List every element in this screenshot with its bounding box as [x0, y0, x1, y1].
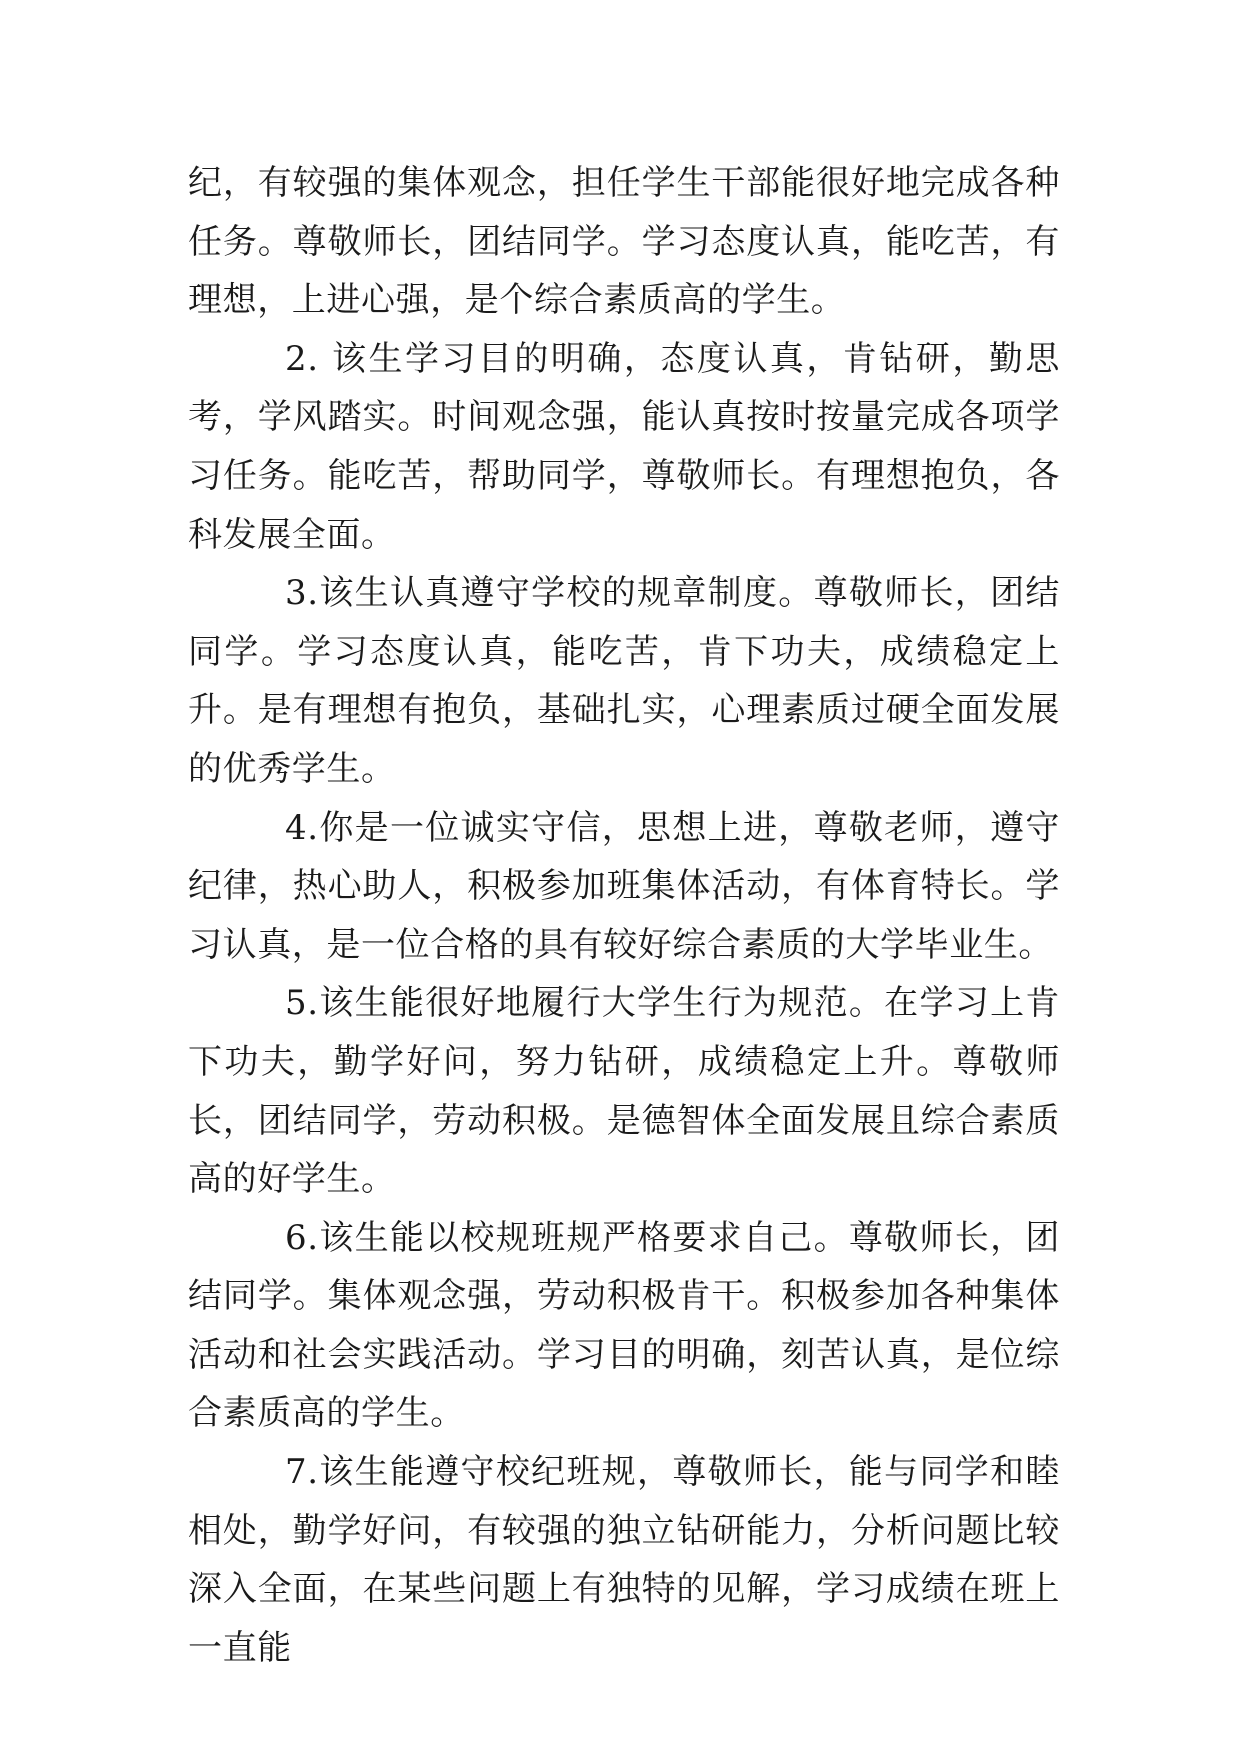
- paragraph-item-7: 7.该生能遵守校纪班规，尊敬师长，能与同学和睦相处，勤学好问，有较强的独立钻研能力，分析问题比较深入全面，在某些问题上有独特的见解，学习成绩在班上一直能: [188, 1452, 1060, 1668]
- paragraph-item-4: 4.你是一位诚实守信，思想上进，尊敬老师，遵守纪律，热心助人，积极参加班集体活动，有体育特长。学习认真，是一位合格的具有较好综合素质的大学毕业生。: [188, 807, 1060, 965]
- paragraph-continuation: 纪，有较强的集体观念，担任学生干部能很好地完成各种任务。尊敬师长，团结同学。学习态度认真，能吃苦，有理想，上进心强，是个综合素质高的学生。: [188, 163, 1060, 321]
- paragraph-item-2: 2. 该生学习目的明确，态度认真，肯钻研，勤思考，学风踏实。时间观念强，能认真按时按量完成各项学习任务。能吃苦，帮助同学，尊敬师长。有理想抱负，各科发展全面。: [188, 338, 1060, 555]
- paragraph-item-6: 6.该生能以校规班规严格要求自己。尊敬师长，团结同学。集体观念强，劳动积极肯干。积极参加各种集体活动和社会实践活动。学习目的明确，刻苦认真，是位综合素质高的学生。: [188, 1217, 1060, 1434]
- paragraph-item-3: 3.该生认真遵守学校的规章制度。尊敬师长，团结同学。学习态度认真，能吃苦，肯下功夫，成绩稳定上升。是有理想有抱负，基础扎实，心理素质过硬全面发展的优秀学生。: [188, 573, 1060, 789]
- document-body: [188, 154, 1060, 1677]
- paragraph-item-5: 5.该生能很好地履行大学生行为规范。在学习上肯下功夫，勤学好问，努力钻研，成绩稳定上升。尊敬师长，团结同学，劳动积极。是德智体全面发展且综合素质高的好学生。: [188, 983, 1060, 1200]
